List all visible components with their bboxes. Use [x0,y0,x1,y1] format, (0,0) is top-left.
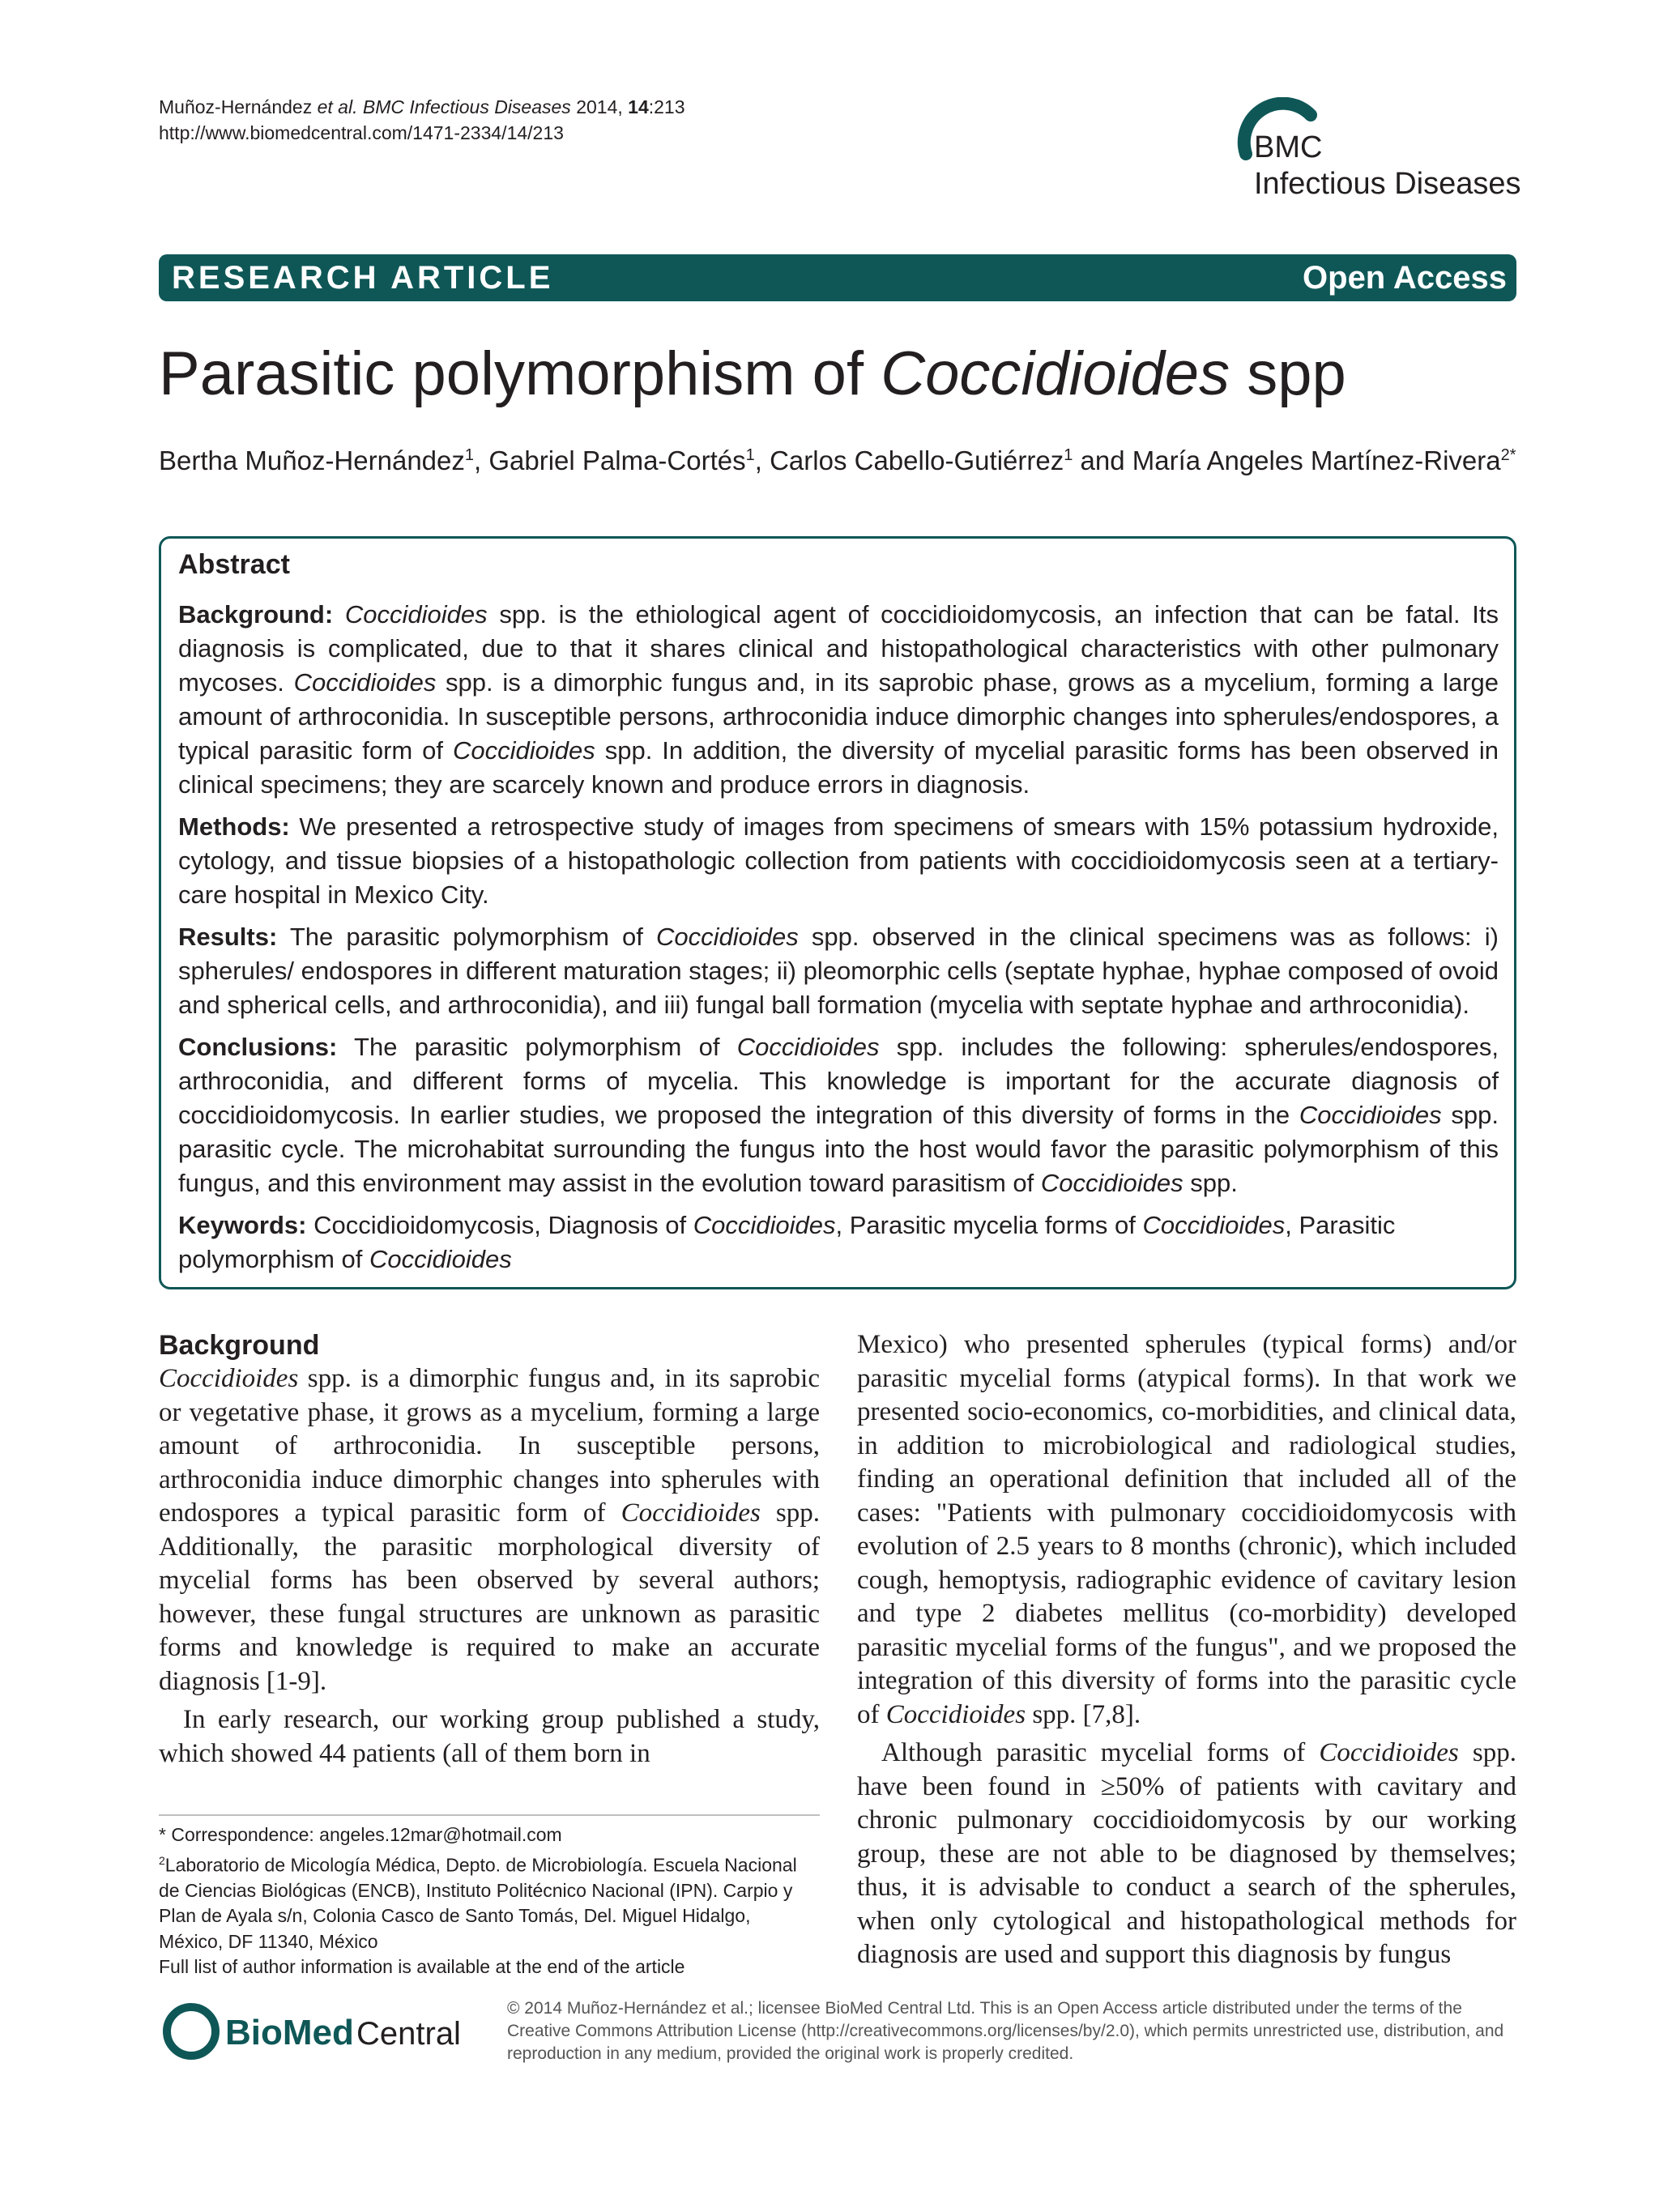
title-italic: Coccidioides [881,339,1230,408]
citation-authors: Muñoz-Hernández [159,96,318,117]
author-affil: 1 [745,446,755,464]
citation-article: :213 [648,96,685,117]
author-name: Carlos Cabello-Gutiérrez [770,445,1064,475]
journal-logo-bmc: BMC [1254,130,1323,164]
text: Mexico) who presented spherules (typical forms) and/or parasitic mycelial forms (atypical forms). In that work we presented socio-economics, co-morbidities, and clinical data, in addition to microbiological and radiological studies, finding an operational definition that included all of the cases: "Patients with pulmonary coccidioidomycosis with evolution of 2.5 years to 8 months (chronic), which included cough, hemoptysis, radiographic evidence of cavitary lesion and type 2 diabetes mellitus (co-morbidity) developed parasitic mycelial forms of the fungus", and we proposed the integration of this diversity of forms into the parasitic cycle of [857,1330,1516,1729]
author-affil: 1 [464,446,474,464]
full-author-info-note: Full list of author information is available at the end of the article [159,1956,685,1978]
text: spp. [7,8]. [1026,1699,1141,1729]
body-column-left [159,1328,820,1771]
abstract-heading: Abstract [178,549,290,580]
citation-header [159,94,685,146]
author-name: Bertha Muñoz-Hernández [159,445,465,475]
biomed-central-logo-icon [159,1999,483,2064]
body-paragraph [857,1328,1516,1732]
author-name: María Angeles Martínez-Rivera [1132,445,1501,475]
text: spp. is a dimorphic fungus and, in its saprobic or vegetative phase, it grows as a mycelium, forming a large amount of arthroconidia. In susceptible persons, arthroconidia induce dimorphic changes into spherules with endospores a typical parasitic form of [159,1364,820,1528]
text: The parasitic polymorphism of [337,1033,737,1061]
affiliation [159,1848,820,1955]
italic-term: Coccidioides [621,1498,761,1528]
text: spp. Additionally, the parasitic morphological diversity of mycelial forms has been observed by several authors; however, these fungal structures are unknown as parasitic forms and knowledge is required to make an accurate diagnosis [1-9]. [159,1498,821,1696]
italic-term: Coccidioides [1040,1169,1183,1197]
abstract-results [178,920,1499,1022]
label: Conclusions: [178,1033,338,1061]
text: spp. [1183,1169,1238,1197]
affil-marker: 2 [159,1853,165,1867]
article-title [159,334,1346,415]
title-part2: spp [1230,339,1346,408]
italic-term: Coccidioides [1142,1211,1286,1239]
abstract [178,546,1499,1285]
license-statement: © 2014 Muñoz-Hernández et al.; licensee BioMed Central Ltd. This is an Open Access article distributed under the terms of the Creative Commons Attribution License (http://creativecommons.org/licenses/by/2.0), which permits unrestricted use, distribution, and reproduction in any medium, provided the original work is properly credited. [507,1999,1504,2063]
text: spp. is the ethiological agent of coccidioidomycosis, an infection that can be fatal. Its diagnosis is complicated, due to that it shares clinical and histopathological characteristics with other pulmonary mycoses. [178,600,1499,697]
body-paragraph [159,1362,820,1698]
citation-journal: BMC Infectious Diseases [357,96,571,117]
citation-etal: et al. [317,96,358,117]
correspondence: * Correspondence: angeles.12mar@hotmail.com [159,1824,562,1845]
italic-term: Coccidioides [159,1364,299,1393]
body-column-right [857,1328,1516,1972]
article-url[interactable]: http://www.biomedcentral.com/1471-2334/14/213 [159,122,564,143]
abstract-background [178,598,1499,802]
italic-term: Coccidioides [1319,1738,1459,1767]
abstract-methods [178,810,1499,912]
text: , Parasitic polymorphism of [178,1211,1396,1273]
author-sep: , [754,445,770,475]
logo-central: Central [356,2016,461,2052]
italic-term: Coccidioides [736,1033,880,1061]
text: spp. includes the following: spherules/endospores, arthroconidia, and different forms of mycelia. This knowledge is important for the accurate diagnosis of coccidioidomycosis. In earlier studies, we proposed the integration of this diversity of forms in the [178,1033,1499,1129]
logo-bio: BioMed [225,2013,354,2052]
label: Methods: [178,812,290,841]
label: Background: [178,600,334,629]
text: spp. is a dimorphic fungus and, in its saprobic phase, grows as a mycelium, forming a large amount of arthroconidia. In susceptible persons, arthroconidia induce dimorphic changes into spherules/endospores, a typical parasitic form of [178,668,1499,765]
text: We presented a retrospective study of images from specimens of smears with 15% potassium hydroxide, cytology, and tissue biopsies of a histopathologic collection from patients with coccidioidomycosis seen at a tertiary-care hospital in Mexico City. [178,812,1499,909]
text: spp. parasitic cycle. The microhabitat surrounding the fungus into the host would favor the parasitic polymorphism of this fungus, and this environment may assist in the evolution toward parasitism of [178,1101,1499,1197]
open-access-label: Open Access [1303,260,1507,296]
text: Although parasitic mycelial forms of [881,1738,1320,1767]
article-type-label: RESEARCH ARTICLE [172,260,554,296]
author-affil: 2* [1500,446,1516,464]
italic-term: Coccidioides [293,668,437,697]
author-list [159,437,1516,479]
abstract-keywords [178,1208,1499,1276]
footnote-divider [159,1814,820,1816]
text: spp. observed in the clinical specimens was as follows: i) spherules/ endospores in different maturation stages; ii) pleomorphic cells (septate hyphae, hyphae composed of ovoid and spherical cells, and arthroconidia), and iii) fungal ball formation (mycelia with septate hyphae and arthroconidia). [178,923,1499,1019]
italic-term: Coccidioides [693,1211,836,1239]
italic-term: Coccidioides [453,736,595,765]
author-sep: and [1073,445,1132,475]
body-paragraph [857,1737,1516,1972]
italic-term: Coccidioides [1299,1101,1442,1129]
author-sep: , [474,445,489,475]
footnotes [159,1822,820,1980]
italic-term: Coccidioides [656,923,799,951]
label: Results: [178,923,278,951]
label: Keywords: [178,1211,307,1239]
text: spp. In addition, the diversity of mycelial parasitic forms has been observed in clinical specimens; they are scarcely known and produce errors in diagnosis. [178,736,1499,799]
citation-volume: 14 [628,96,649,117]
affiliation-text: Laboratorio de Micología Médica, Depto. de Microbiología. Escuela Nacional de Ciencias Biológicas (ENCB), Instituto Politécnico Nacional (IPN). Carpio y Plan de Ayala s/n, Colonia Casco de Santo Tomás, Del. Miguel Hidalgo, México, DF 11340, México [159,1854,797,1952]
text: The parasitic polymorphism of [277,923,657,951]
italic-term: Coccidioides [369,1245,512,1273]
italic-term: Coccidioides [344,600,488,629]
body-paragraph: In early research, our working group published a study, which showed 44 patients (all of them born in [159,1705,820,1768]
author-name: Gabriel Palma-Cortés [488,445,746,475]
italic-term: Coccidioides [885,1699,1026,1729]
citation-line [159,94,685,120]
title-part1: Parasitic polymorphism of [159,339,881,408]
text: spp. have been found in ≥50% of patients with cavitary and chronic pulmonary coccidioidomycosis by our working group, these are not able to be diagnosed by themselves; thus, it is advisable to conduct a search of the spherules, when only cytological and histopathological methods for diagnosis are used and support this diagnosis by fungus [857,1738,1517,1969]
text: Coccidioidomycosis, Diagnosis of [306,1211,693,1239]
author-affil: 1 [1064,446,1073,464]
section-heading-background: Background [159,1330,320,1361]
journal-logo-name: Infectious Diseases [1254,167,1521,201]
citation-year: 2014, [570,96,629,117]
abstract-conclusions [178,1030,1499,1200]
text: , Parasitic mycelia forms of [835,1211,1143,1239]
